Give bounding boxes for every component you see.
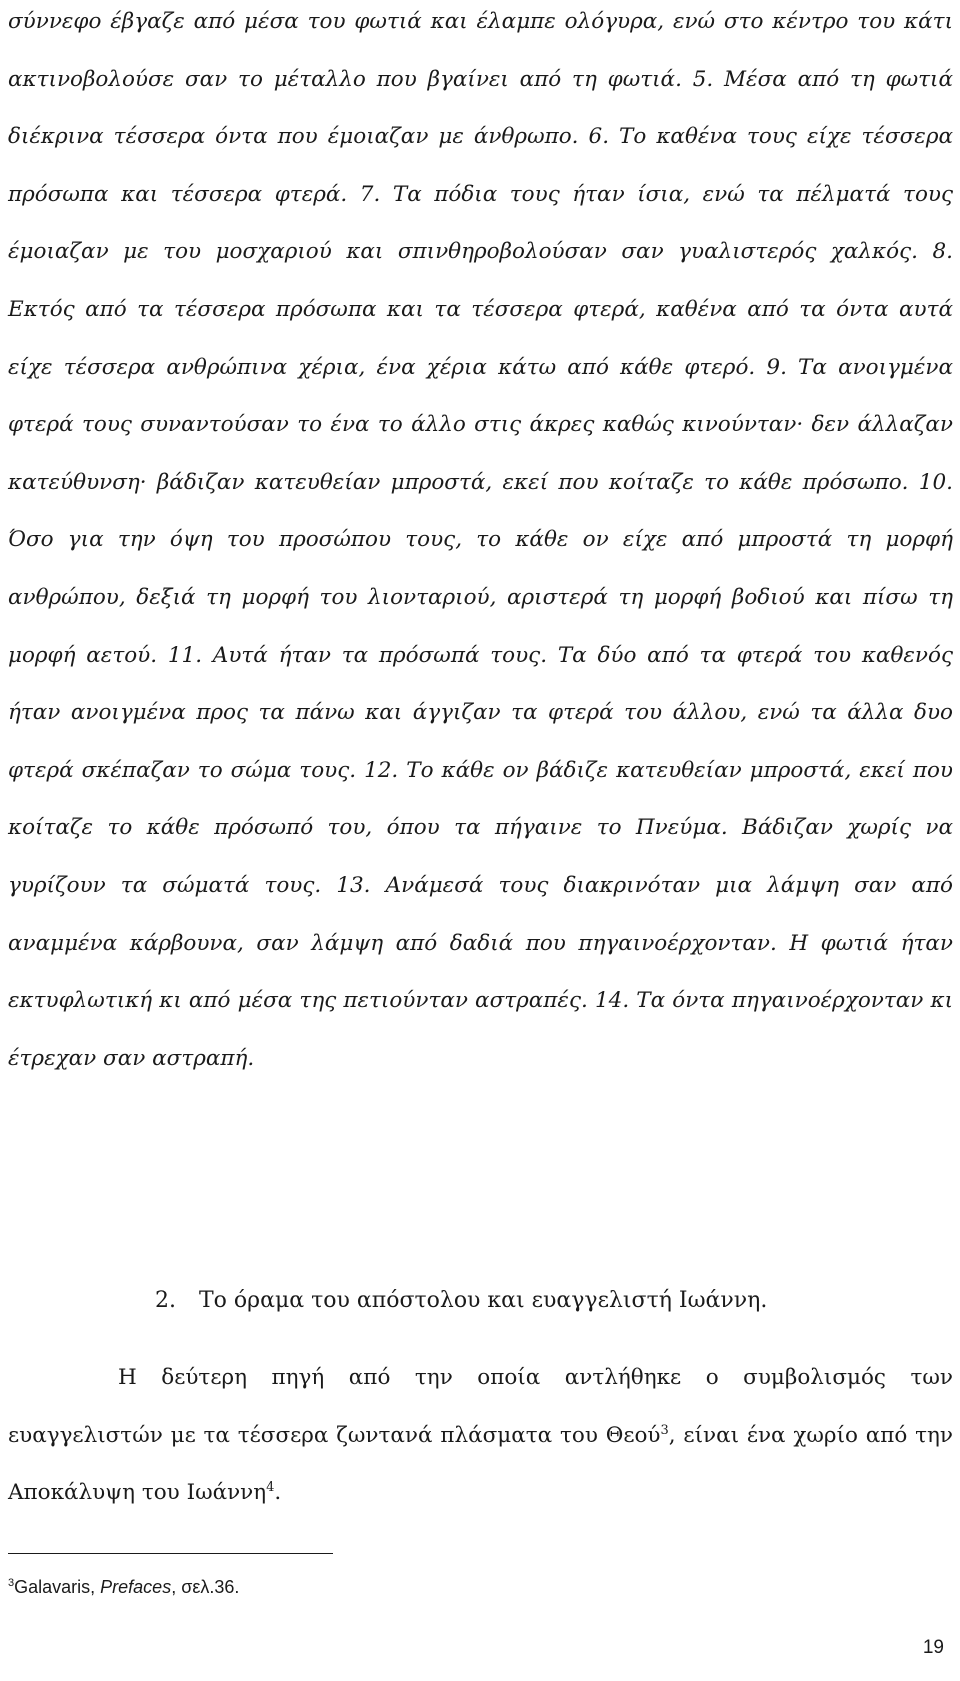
footnote-page-ref: , σελ.36. — [171, 1577, 240, 1597]
body-paragraph — [8, 1349, 953, 1522]
section-number: 2. — [155, 1288, 176, 1313]
footnote-work: Prefaces — [100, 1577, 172, 1597]
body-paragraph-quotation — [8, 0, 953, 1087]
footnote-reference-4[interactable]: 4 — [266, 1480, 275, 1496]
paragraph-text-part-3: . — [274, 1480, 282, 1506]
footnote-author: Galavaris, — [14, 1577, 101, 1597]
quotation-text: σύννεφο έβγαζε από μέσα του φωτιά και έλαμπε ολόγυρα, ενώ στο κέντρο του κάτι ακτινοβολούσε σαν το μέταλλο που βγαίνει από τη φωτιά. 5. Μέσα από τη φωτιά διέκρινα τέσσερα όντα που έμοιαζαν με άνθρωπο. 6. Το καθένα τους είχε τέσσερα πρόσωπα και τέσσερα φτερά. 7. Τα πόδια τους ήταν ίσια, ενώ τα πέλματά τους έμοιαζαν με του μοσχαριού και σπινθηροβολούσαν σαν γυαλιστερός χαλκός. 8. Εκτός από τα τέσσερα πρόσωπα και τα τέσσερα φτερά, καθένα από τα όντα αυτά είχε τέσσερα ανθρώπινα χέρια, ένα χέρια κάτω από κάθε φτερό. 9. Τα ανοιγμένα φτερά τους συναντούσαν το ένα το άλλο στις άκρες καθώς κινούνταν· δεν άλλαζαν κατεύθυνση· βάδιζαν κατευθείαν μπροστά, εκεί που κοίταζε το κάθε πρόσωπο. 10. Όσο για την όψη του προσώπου τους, το κάθε ον είχε από μπροστά τη μορφή ανθρώπου, δεξιά τη μορφή του λιονταριού, αριστερά τη μορφή βοδιού και πίσω τη μορφή αετού. 11. Αυτά ήταν τα πρόσωπά τους. Τα δύο από τα φτερά του καθενός ήταν ανοιγμένα προς τα πάνω και άγγιζαν τα φτερά του άλλου, ενώ τα άλλα δυο φτερά σκέπαζαν το σώμα τους. 12. Το κάθε ον βάδιζε κατευθείαν μπροστά, εκεί που κοίταζε το κάθε πρόσωπό του, όπου τα πήγαινε το Πνεύμα. Βάδιζαν χωρίς να γυρίζουν τα σώματά τους. 13. Ανάμεσά τους διακρινόταν μια λάμψη σαν από αναμμένα κάρβουνα, σαν λάμψη από δαδιά που πηγαινοέρχονταν. Η φωτιά ήταν εκτυφλωτική κι από μέσα της πετιούνταν αστραπές. 14. Τα όντα πηγαινοέρχονταν κι έτρεχαν σαν αστραπή. — [8, 9, 953, 1071]
footnote-separator — [8, 1553, 333, 1554]
paragraph-text-part-1: Η δεύτερη πηγή από την οποία αντλήθηκε ο συμβολισμός των ευαγγελιστών με τα τέσσερα ζωντανά πλάσματα του Θεού — [8, 1365, 953, 1448]
page-number: 19 — [922, 1637, 944, 1658]
section-heading — [155, 1283, 767, 1319]
footnote-reference-3[interactable]: 3 — [660, 1422, 669, 1438]
footnote — [8, 1575, 239, 1599]
section-title: Το όραμα του απόστολου και ευαγγελιστή Ιωάννη. — [199, 1288, 768, 1313]
footnote-marker: 3 — [8, 1577, 15, 1589]
paragraph-text-part-2: , είναι ένα χωρίο από την Αποκάλυψη του Ιωάννη — [8, 1422, 954, 1506]
